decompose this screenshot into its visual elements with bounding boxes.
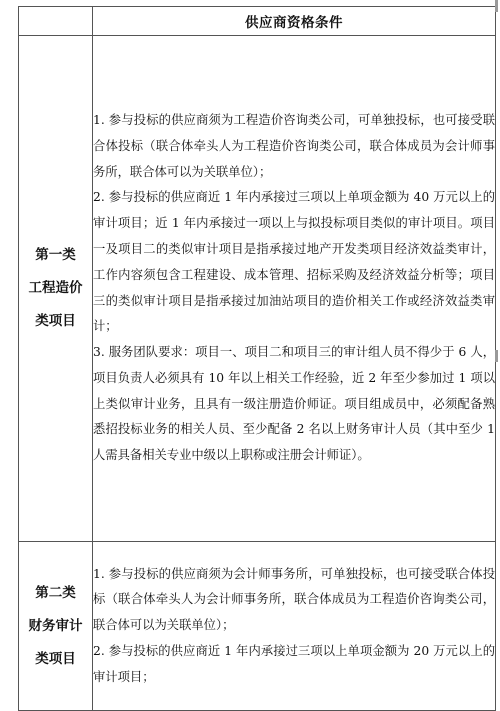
header-blank-cell — [19, 7, 93, 36]
category-line: 类项目 — [35, 313, 76, 329]
page-edge-mark — [495, 350, 498, 362]
supplier-qualification-table — [18, 6, 496, 711]
requirements-cell — [93, 542, 496, 711]
table-row — [19, 36, 496, 542]
category-cell — [19, 36, 93, 542]
requirement-paragraph: 3. 服务团队要求：项目一、项目二和项目三的审计组人员不得少于 6 人，项目负责人必须具有 10 年以上相关工作经验，近 2 年至少参加过 1 项以上类似审计业务，且具有一级注册造价师证。项目组成员中，必须配备熟悉招投标业务的相关人员、至少配备 2 名以上财务审计人员（其中至少 1 人需具备相关专业中级以上职称或注册会计师证）。 — [93, 345, 495, 463]
requirement-paragraph: 1. 参与投标的供应商须为会计师事务所，可单独投标，也可接受联合体投标（联合体牵头人为会计师事务所，联合体成员为工程造价咨询类公司，联合体可以为关联单位）； — [93, 566, 495, 633]
category-line: 第一类 — [35, 247, 76, 263]
category-line: 第二类 — [35, 584, 76, 601]
table-header-row — [19, 7, 496, 36]
requirement-paragraph: 2. 参与投标的供应商近 1 年内承接过三项以上单项金额为 40 万元以上的审计项目；近 1 年内承接过一项以上与拟投标项目类似的审计项目。项目一及项目二的类似审计项目是指承接过地产开发类项目经济效益类审计，工作内容须包含工程建设、成本管理、招标采购及经济效益分析等；项目三的类似审计项目是指承接过加油站项目的造价相关工作或经济效益类审计； — [93, 190, 495, 334]
category-line: 工程造价 — [28, 280, 83, 296]
page-edge-mark — [495, 0, 498, 12]
category-line: 财务审计 — [28, 617, 83, 634]
category-cell — [19, 542, 93, 711]
category-line: 类项目 — [35, 650, 76, 667]
table-row — [19, 542, 496, 711]
requirements-cell — [93, 36, 496, 542]
requirement-paragraph: 1. 参与投标的供应商须为工程造价咨询类公司，可单独投标，也可接受联合体投标（联合体牵头人为工程造价咨询类公司，联合体成员为会计师事务所，联合体可以为关联单位）； — [93, 112, 495, 179]
table-header-title: 供应商资格条件 — [93, 7, 496, 36]
requirement-paragraph: 2. 参与投标的供应商近 1 年内承接过三项以上单项金额为 20 万元以上的审计项目； — [93, 643, 495, 684]
